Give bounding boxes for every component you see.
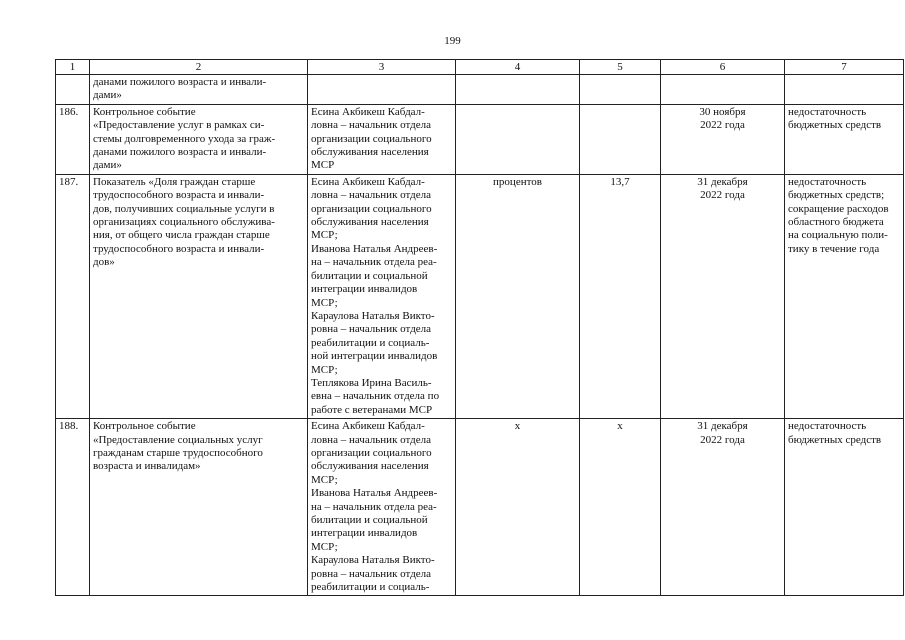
event-description: Контрольное событие «Предоставление социальных услуг гражданам старше трудоспособного возраста и инвалидам» — [90, 419, 308, 596]
unit-of-measure — [456, 104, 580, 174]
risks-cell — [785, 75, 904, 105]
header-row — [56, 60, 904, 75]
target-value: 13,7 — [580, 174, 661, 418]
value-cell — [580, 75, 661, 105]
deadline-date: 31 декабря 2022 года — [661, 174, 785, 418]
header-col-5: 5 — [580, 60, 661, 75]
date-cell — [661, 75, 785, 105]
continuation-text: данами пожилого возраста и инвали- дами» — [90, 75, 308, 105]
row-number: 187. — [56, 174, 90, 418]
header-col-3: 3 — [308, 60, 456, 75]
deadline-date: 30 ноября 2022 года — [661, 104, 785, 174]
responsible-persons: Есина Акбикеш Кабдал- ловна – начальник отдела организации социального обслуживания населения МСР — [308, 104, 456, 174]
unit-of-measure: х — [456, 419, 580, 596]
target-value: х — [580, 419, 661, 596]
row-number-cell — [56, 75, 90, 105]
table-row — [56, 174, 904, 418]
plan-table — [55, 59, 904, 596]
table-row — [56, 104, 904, 174]
unit-of-measure: процентов — [456, 174, 580, 418]
header-col-4: 4 — [456, 60, 580, 75]
risks-text: недостаточность бюджетных средств; сокращение расходов областного бюджета на социальную поли- тику в течение года — [785, 174, 904, 418]
header-col-6: 6 — [661, 60, 785, 75]
target-value — [580, 104, 661, 174]
header-col-1: 1 — [56, 60, 90, 75]
responsible-persons: Есина Акбикеш Кабдал- ловна – начальник отдела организации социального обслуживания населения МСР; Иванова Наталья Андреев- на – начальник отдела реа- билитации и социальной интеграции инвалидов МСР; Караулова Наталья Викто- ровна – начальник отдела реабилитации и социаль- — [308, 419, 456, 596]
unit-cell — [456, 75, 580, 105]
deadline-date: 31 декабря 2022 года — [661, 419, 785, 596]
risks-text: недостаточность бюджетных средств — [785, 419, 904, 596]
continuation-row — [56, 75, 904, 105]
event-description: Контрольное событие «Предоставление услуг в рамках си- стемы долговременного ухода за граж- данами пожилого возраста и инвали- дами» — [90, 104, 308, 174]
responsible-persons: Есина Акбикеш Кабдал- ловна – начальник отдела организации социального обслуживания населения МСР; Иванова Наталья Андреев- на – начальник отдела реа- билитации и социальной интеграции инвалидов МСР; Караулова Наталья Викто- ровна – начальник отдела реабилитации и социаль- ной интеграции инвалидов МСР; Теплякова Ирина Василь- евна – начальник отдела по работе с ветеранами МСР — [308, 174, 456, 418]
header-col-7: 7 — [785, 60, 904, 75]
row-number: 188. — [56, 419, 90, 596]
responsible-cell — [308, 75, 456, 105]
header-col-2: 2 — [90, 60, 308, 75]
table-row — [56, 419, 904, 596]
page-number: 199 — [444, 35, 461, 47]
risks-text: недостаточность бюджетных средств — [785, 104, 904, 174]
row-number: 186. — [56, 104, 90, 174]
event-description: Показатель «Доля граждан старше трудоспособного возраста и инвали- дов, получивших социальные услуги в организациях социального обслужива- ния, от общего числа граждан старше трудоспособного возраста и инвали- дов» — [90, 174, 308, 418]
